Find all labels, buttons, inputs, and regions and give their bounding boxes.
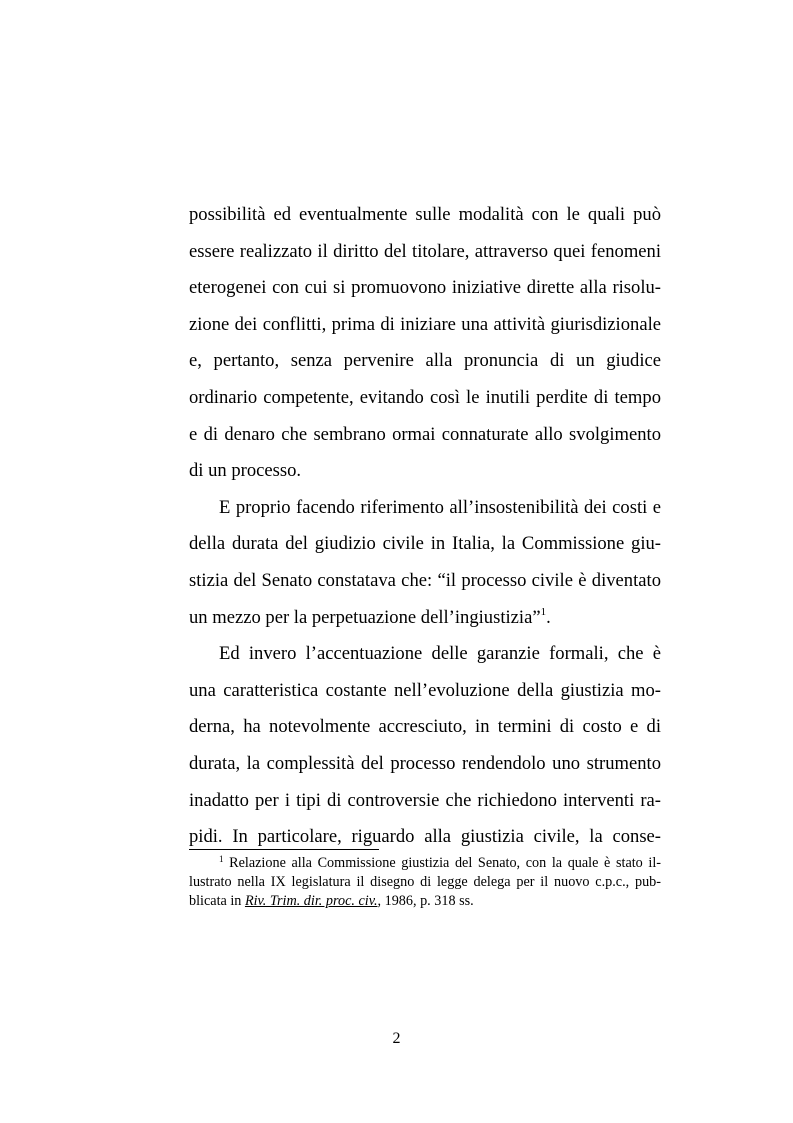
text-line: stizia del Senato constatava che: “il processo civile è diventato [189,569,661,591]
text-line: inadatto per i tipi di controversie che richiedono interventi ra- [189,789,661,811]
footnote [189,854,661,911]
text-line: e di denaro che sembrano ormai connaturate allo svolgimento [189,423,661,445]
text-line: ordinario competente, evitando così le inutili perdite di tempo [189,386,661,408]
sentence-end: . [546,606,551,628]
paragraph-first-line: Ed invero l’accentuazione delle garanzie formali, che è [219,643,661,665]
text-line: eterogenei con cui si promuovono iniziative dirette alla risolu- [189,277,661,299]
text-line: della durata del giudizio civile in Italia, la Commissione giu- [189,533,661,555]
footnote-separator [189,849,379,850]
paragraph-first-line: E proprio facendo riferimento all’insostenibilità dei costi e [219,496,661,518]
footnote-line [189,854,661,873]
text-line: una caratteristica costante nell’evoluzione della giustizia mo- [189,679,661,701]
footnote-text: , 1986, p. 318 ss. [377,893,474,909]
text-line: pidi. In particolare, riguardo alla giustizia civile, la conse- [189,826,661,848]
body-text [189,197,661,856]
journal-citation[interactable]: Riv. Trim. dir. proc. civ. [244,893,378,909]
text-line: di un processo. [189,460,302,482]
footnote-line: lustrato nella IX legislatura il disegno di legge delega per il nuovo c.p.c., pub- [189,874,661,890]
footnote-text: blicata in [189,893,245,909]
page-number: 2 [392,1030,401,1047]
text-line: durata, la complessità del processo rendendolo uno strumento [189,752,661,774]
text-line: essere realizzato il diritto del titolare, attraverso quei fenomeni [189,240,661,262]
text-line-content: un mezzo per la perpetuazione dell’ingiustizia” [189,606,541,628]
text-line-with-footnote [189,600,661,637]
text-line: derna, ha notevolmente accresciuto, in termini di costo e di [189,716,661,738]
text-line: e, pertanto, senza pervenire alla pronuncia di un giudice [189,350,661,372]
footnote-reference[interactable]: 1 [540,605,547,618]
text-line: zione dei conflitti, prima di iniziare una attività giurisdizionale [189,313,661,335]
footnote-line [189,892,661,911]
footnote-number: 1 [219,854,224,864]
footnote-text: Relazione alla Commissione giustizia del Senato, con la quale è stato il- [229,855,662,871]
text-line: possibilità ed eventualmente sulle modalità con le quali può [189,204,661,225]
